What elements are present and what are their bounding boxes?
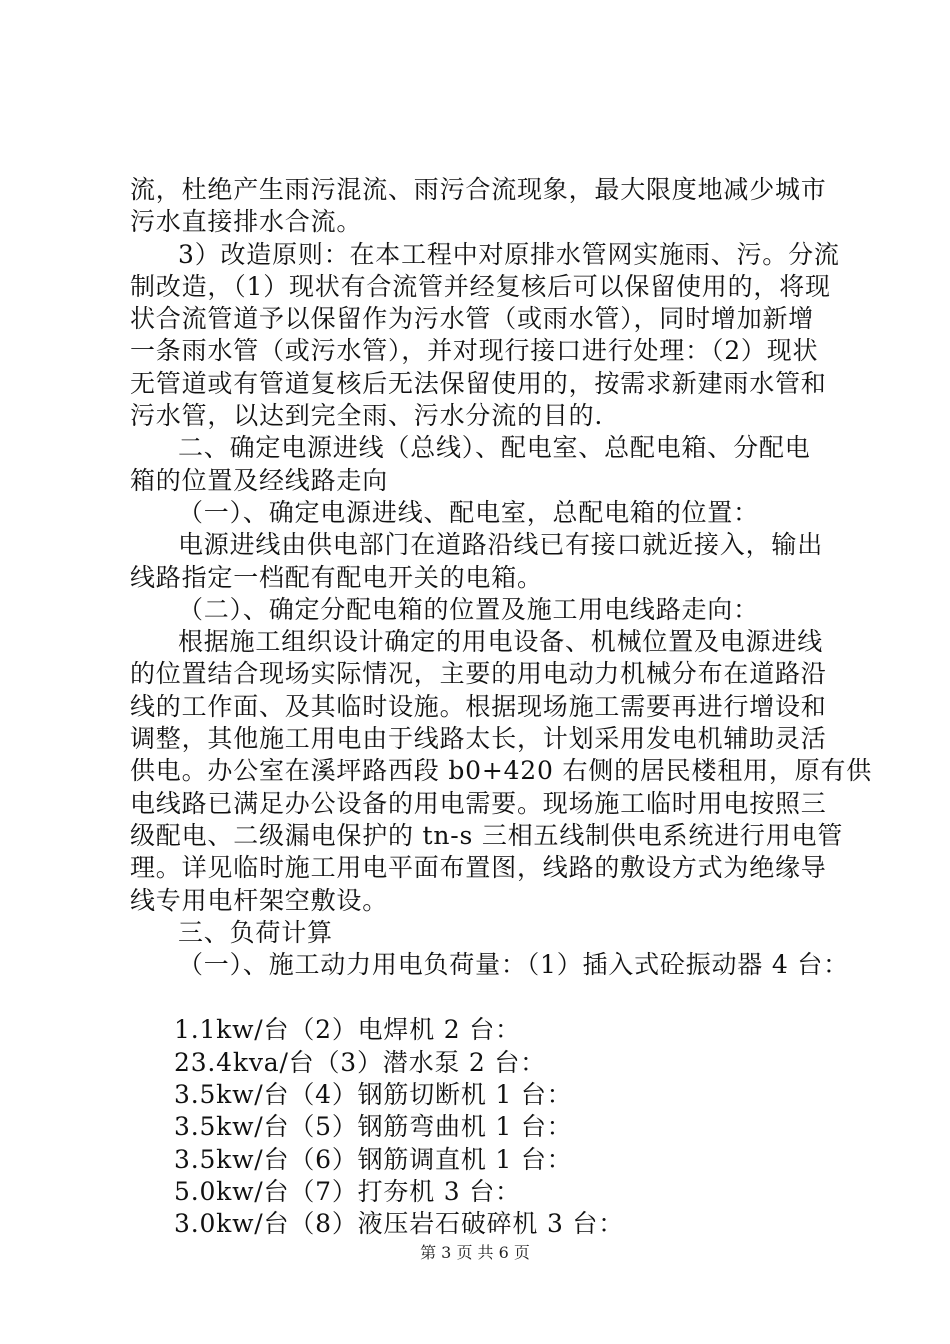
load-item: 3.0kw/台（8）液压岩石破碎机 3 台： — [174, 1209, 625, 1239]
load-item: 3.5kw/台（5）钢筋弯曲机 1 台： — [174, 1112, 573, 1142]
text-line: 污水管，以达到完全雨、污水分流的目的. — [130, 401, 604, 431]
section-heading-cont: 箱的位置及经线路走向 — [130, 465, 389, 495]
section-heading: 二、确定电源进线（总线）、配电室、总配电箱、分配电 — [178, 433, 811, 463]
load-item: 5.0kw/台（7）打夯机 3 台： — [174, 1176, 521, 1206]
text-line: 流，杜绝产生雨污混流、雨污合流现象，最大限度地减少城市 — [130, 175, 827, 204]
text-line: 级配电、二级漏电保护的 tn-s 三相五线制供电系统进行用电管 — [130, 820, 844, 850]
text-line: 线路指定一档配有配电开关的电箱。 — [130, 562, 543, 592]
text-line: 无管道或有管道复核后无法保留使用的，按需求新建雨水管和 — [130, 368, 827, 398]
subsection-heading: （一）、确定电源进线、配电室，总配电箱的位置： — [178, 497, 759, 527]
text-line: 电源进线由供电部门在道路沿线已有接口就近接入，输出 — [178, 530, 824, 560]
text-line: 线的工作面、及其临时设施。根据现场施工需要再进行增设和 — [130, 691, 827, 721]
section-heading: 三、负荷计算 — [178, 917, 333, 947]
text-line: 理。详见临时施工用电平面布置图，线路的敷设方式为绝缘导 — [130, 853, 827, 883]
load-item: 1.1kw/台（2）电焊机 2 台： — [174, 1015, 521, 1045]
text-line: 电线路已满足办公设备的用电需要。现场施工临时用电按照三 — [130, 788, 827, 818]
load-item: 3.5kw/台（4）钢筋切断机 1 台： — [174, 1080, 573, 1110]
text-line: 3）改造原则：在本工程中对原排水管网实施雨、污。分流 — [178, 239, 840, 269]
text-line: 一条雨水管（或污水管），并对现行接口进行处理：（2）现状 — [130, 336, 819, 366]
text-line: 根据施工组织设计确定的用电设备、机械位置及电源进线 — [178, 627, 824, 657]
blank-line — [130, 981, 830, 1014]
text-line: 污水直接排水合流。 — [130, 207, 363, 237]
text-line: 供电。办公室在溪坪路西段 b0+420 右侧的居民楼租用，原有供 — [130, 756, 873, 786]
load-heading: （一）、施工动力用电负荷量：（1）插入式砼振动器 4 台： — [178, 950, 849, 980]
load-item: 23.4kva/台（3）潜水泵 2 台： — [174, 1047, 546, 1077]
text-line: 制改造，（1）现状有合流管并经复核后可以保留使用的，将现 — [130, 271, 831, 301]
page-number-footer: 第 3 页 共 6 页 — [420, 1243, 530, 1262]
text-line: 的位置结合现场实际情况，主要的用电动力机械分布在道路沿 — [130, 659, 827, 689]
load-item: 3.5kw/台（6）钢筋调直机 1 台： — [174, 1144, 573, 1174]
text-line: 线专用电杆架空敷设。 — [130, 885, 389, 915]
text-line: 调整，其他施工用电由于线路太长，计划采用发电机辅助灵活 — [130, 724, 827, 754]
subsection-heading: （二）、确定分配电箱的位置及施工用电线路走向： — [178, 594, 759, 624]
document-body — [130, 174, 873, 1241]
text-line: 状合流管道予以保留作为污水管（或雨水管），同时增加新增 — [130, 304, 815, 334]
